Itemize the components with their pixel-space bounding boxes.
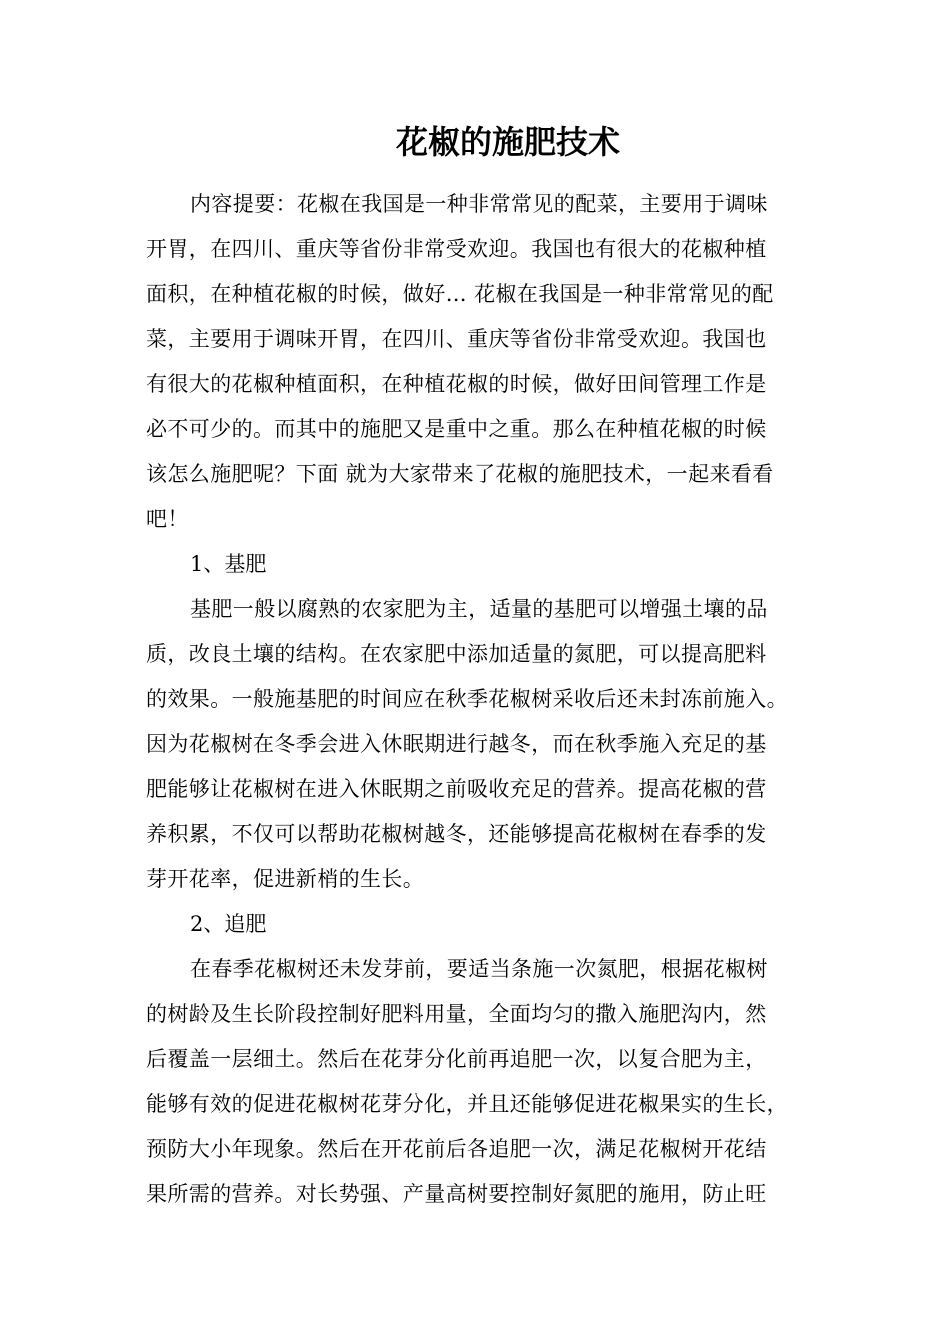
summary-line: 该怎么施肥呢？下面 就为大家带来了花椒的施肥技术，一起来看看 bbox=[146, 462, 774, 486]
document-title: 花椒的施肥技术 bbox=[395, 123, 620, 161]
paragraph-line: 基肥一般以腐熟的农家肥为主，适量的基肥可以增强土壤的品 bbox=[190, 597, 768, 621]
paragraph-line: 肥能够让花椒树在进入休眠期之前吸收充足的营养。提高花椒的营 bbox=[146, 777, 767, 801]
paragraph-line: 后覆盖一层细土。然后在花芽分化前再追肥一次，以复合肥为主， bbox=[146, 1047, 767, 1071]
summary-paragraph bbox=[146, 182, 826, 542]
section-heading-top-dressing: 2、追肥 bbox=[190, 912, 267, 936]
top-dressing-paragraph bbox=[146, 947, 826, 1217]
base-fertilizer-paragraph bbox=[146, 587, 826, 902]
paragraph-line: 芽开花率，促进新梢的生长。 bbox=[146, 867, 425, 891]
summary-line: 内容提要：花椒在我国是一种非常常见的配菜，主要用于调味 bbox=[190, 192, 768, 216]
document-body bbox=[146, 182, 826, 1217]
summary-line: 面积，在种植花椒的时候，做好… 花椒在我国是一种非常常见的配 bbox=[146, 282, 774, 306]
summary-line: 菜，主要用于调味开胃，在四川、重庆等省份非常受欢迎。我国也 bbox=[146, 327, 767, 351]
paragraph-line: 预防大小年现象。然后在开花前后各追肥一次，满足花椒树开花结 bbox=[146, 1137, 767, 1161]
paragraph-line: 的树龄及生长阶段控制好肥料用量，全面均匀的撒入施肥沟内，然 bbox=[146, 1002, 767, 1026]
paragraph-line: 因为花椒树在冬季会进入休眠期进行越冬，而在秋季施入充足的基 bbox=[146, 732, 767, 756]
section-heading-base-fertilizer: 1、基肥 bbox=[190, 552, 267, 576]
paragraph-line: 质，改良土壤的结构。在农家肥中添加适量的氮肥，可以提高肥料 bbox=[146, 642, 767, 666]
summary-line: 必不可少的。而其中的施肥又是重中之重。那么在种植花椒的时候 bbox=[146, 417, 767, 441]
paragraph-line: 能够有效的促进花椒树花芽分化，并且还能够促进花椒果实的生长， bbox=[146, 1092, 788, 1116]
summary-line: 开胃，在四川、重庆等省份非常受欢迎。我国也有很大的花椒种植 bbox=[146, 237, 767, 261]
summary-line: 有很大的花椒种植面积，在种植花椒的时候，做好田间管理工作是 bbox=[146, 372, 767, 396]
paragraph-line: 的效果。一般施基肥的时间应在秋季花椒树采收后还未封冻前施入。 bbox=[146, 687, 788, 711]
paragraph-line: 在春季花椒树还未发芽前，要适当条施一次氮肥，根据花椒树 bbox=[190, 957, 768, 981]
paragraph-line: 养积累，不仅可以帮助花椒树越冬，还能够提高花椒树在春季的发 bbox=[146, 822, 767, 846]
summary-line: 吧！ bbox=[146, 507, 189, 531]
paragraph-line: 果所需的营养。对长势强、产量高树要控制好氮肥的施用，防止旺 bbox=[146, 1182, 767, 1206]
